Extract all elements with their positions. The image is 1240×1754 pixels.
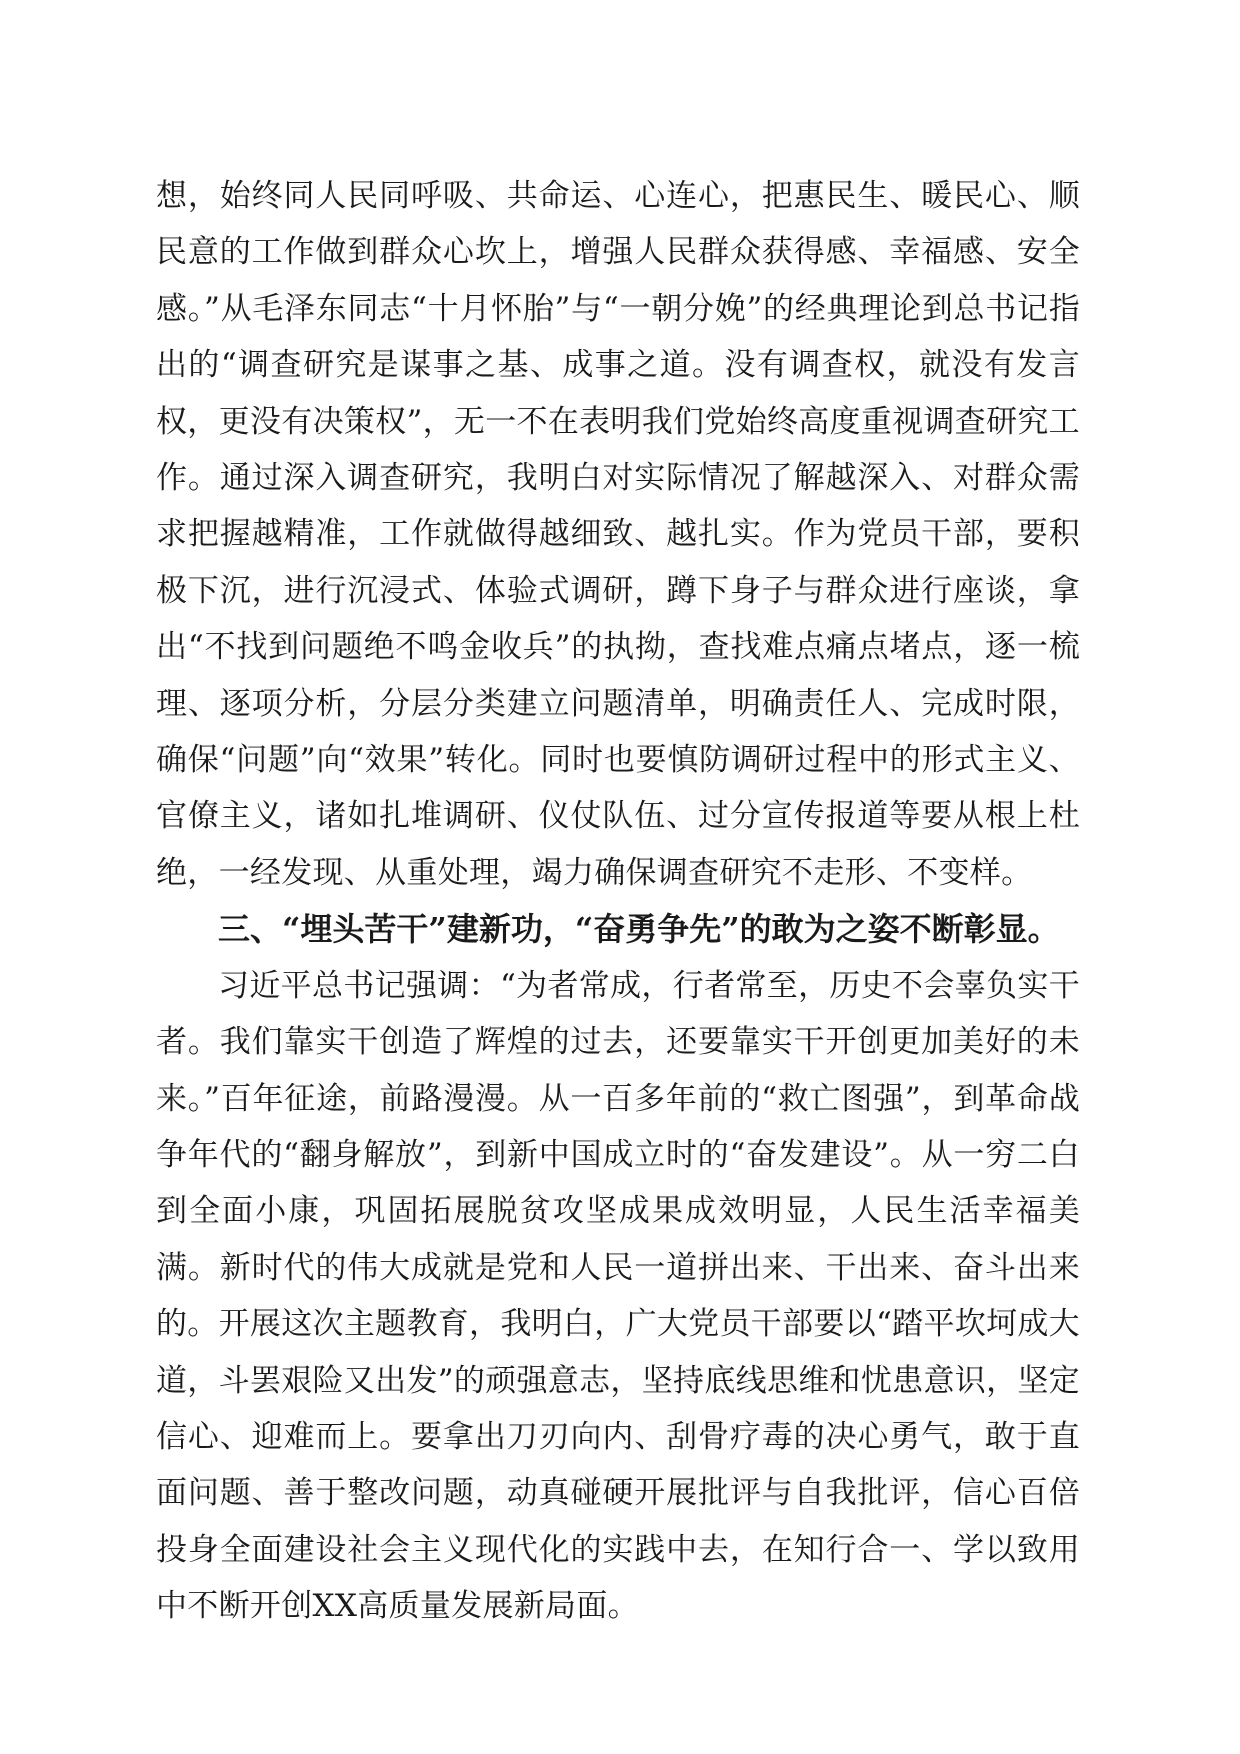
document-body [156, 168, 1080, 1635]
paragraph-body: 习近平总书记强调：“为者常成，行者常至，历史不会辜负实干者。我们靠实干创造了辉煌的过去，还要靠实干开创更加美好的未来。”百年征途，前路漫漫。从一百多年前的“救亡图强”，到革命战争年代的“翻身解放”，到新中国成立时的“奋发建设”。从一穷二白到全面小康，巩固拓展脱贫攻坚成果成效明显，人民生活幸福美满。新时代的伟大成就是党和人民一道拼出来、干出来、奋斗出来的。开展这次主题教育，我明白，广大党员干部要以“踏平坎坷成大道，斗罢艰险又出发”的顽强意志，坚持底线思维和忧患意识，坚定信心、迎难而上。要拿出刀刃向内、刮骨疗毒的决心勇气，敢于直面问题、善于整改问题，动真碰硬开展批评与自我批评，信心百倍投身全面建设社会主义现代化的实践中去，在知行合一、学以致用中不断开创XX高质量发展新局面。 [156, 967, 1080, 1625]
section-heading: 三、“埋头苦干”建新功，“奋勇争先”的敢为之姿不断彰显。 [218, 910, 1060, 949]
paragraph-continuation: 想，始终同人民同呼吸、共命运、心连心，把惠民生、暖民心、顺民意的工作做到群众心坎上，增强人民群众获得感、幸福感、安全感。”从毛泽东同志“十月怀胎”与“一朝分娩”的经典理论到总书记指出的“调查研究是谋事之基、成事之道。没有调查权，就没有发言权，更没有决策权”，无一不在表明我们党始终高度重视调查研究工作。通过深入调查研究，我明白对实际情况了解越深入、对群众需求把握越精准，工作就做得越细致、越扎实。作为党员干部，要积极下沉，进行沉浸式、体验式调研，蹲下身子与群众进行座谈，拿出“不找到问题绝不鸣金收兵”的执拗，查找难点痛点堵点，逐一梳理、逐项分析，分层分类建立问题清单，明确责任人、完成时限，确保“问题”向“效果”转化。同时也要慎防调研过程中的形式主义、官僚主义，诸如扎堆调研、仪仗队伍、过分宣传报道等要从根上杜绝，一经发现、从重处理，竭力确保调查研究不走形、不变样。 [156, 178, 1080, 891]
